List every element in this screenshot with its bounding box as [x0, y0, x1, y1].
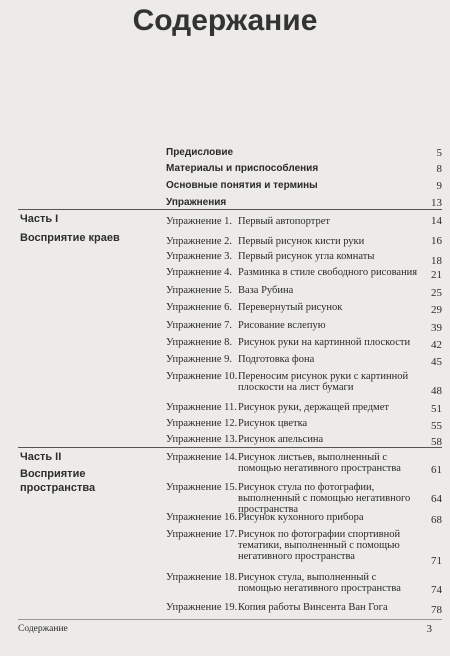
exercise-page: 78 — [431, 604, 442, 616]
toc-entry-preface[interactable] — [166, 146, 442, 160]
toc-entry-page: 13 — [431, 197, 442, 209]
exercise-title: Рисунок апельсина — [238, 434, 324, 445]
exercise-number: Упражнение 18. — [166, 572, 238, 583]
exercise-number: Упражнение 15. — [166, 482, 238, 493]
exercise-title: Ваза Рубина — [238, 285, 294, 296]
exercise-number: Упражнение 9. — [166, 354, 232, 365]
toc-entry-exercises[interactable] — [166, 196, 442, 210]
part-heading: Часть I — [20, 213, 59, 225]
exercise-title: Рисунок по фотографии спортивной тематики, выполненный с помощью негативного пространства — [238, 529, 401, 562]
toc-entry-page: 5 — [436, 147, 442, 159]
exercise-page: 64 — [431, 493, 442, 505]
exercise-number: Упражнение 11. — [166, 402, 237, 413]
toc-entry-label: Предисловие — [166, 147, 234, 158]
exercise-page: 45 — [431, 356, 442, 368]
exercise-number: Упражнение 3. — [166, 251, 232, 262]
exercise-page: 68 — [431, 514, 442, 526]
footer-divider — [18, 619, 442, 620]
exercise-title: Рисунок кухонного прибора — [238, 512, 364, 523]
exercise-number: Упражнение 16. — [166, 512, 238, 523]
exercise-title: Подготовка фона — [238, 354, 315, 365]
exercise-number: Упражнение 1. — [166, 216, 232, 227]
toc-entry-label: Упражнения — [166, 197, 227, 208]
exercise-title: Переносим рисунок руки с картинной плоскости на лист бумаги — [238, 371, 409, 393]
part-divider — [18, 447, 442, 448]
part-subtitle: Восприятие пространства — [20, 468, 96, 494]
exercise-number: Упражнение 6. — [166, 302, 232, 313]
exercise-page: 29 — [431, 304, 442, 316]
exercise-title: Рисунок руки, держащей предмет — [238, 402, 389, 413]
exercise-number: Упражнение 8. — [166, 337, 232, 348]
exercise-number: Упражнение 4. — [166, 267, 232, 278]
page-title: Содержание — [132, 4, 318, 37]
footer-section: Содержание — [18, 624, 68, 634]
toc-entry-materials[interactable] — [166, 162, 442, 176]
exercise-title: Первый автопортрет — [238, 216, 331, 227]
part-subtitle: Восприятие краев — [20, 232, 120, 244]
toc-entry-page: 9 — [436, 180, 442, 192]
toc-entry-label: Материалы и приспособления — [166, 163, 319, 174]
exercise-number: Упражнение 2. — [166, 236, 232, 247]
exercise-title: Копия работы Винсента Ван Гога — [238, 602, 388, 613]
exercise-page: 48 — [431, 385, 442, 397]
exercise-page: 42 — [431, 339, 442, 351]
exercise-title: Перевернутый рисунок — [238, 302, 343, 313]
exercise-number: Упражнение 14. — [166, 452, 238, 463]
exercise-number: Упражнение 12. — [166, 418, 238, 429]
exercise-page: 51 — [431, 403, 442, 415]
exercise-number: Упражнение 10. — [166, 371, 238, 382]
exercise-title: Первый рисунок кисти руки — [238, 236, 365, 247]
exercise-number: Упражнение 13. — [166, 434, 238, 445]
exercise-title: Рисунок листьев, выполненный с помощью негативного пространства — [238, 452, 401, 474]
toc-entry-terms[interactable] — [166, 179, 442, 193]
exercise-number: Упражнение 5. — [166, 285, 232, 296]
toc-entry-label: Основные понятия и термины — [166, 180, 318, 191]
exercise-page: 71 — [431, 555, 442, 567]
part-heading: Часть II — [20, 451, 62, 463]
exercise-page: 14 — [431, 215, 442, 227]
part-divider — [18, 209, 442, 210]
exercise-page: 18 — [431, 255, 442, 267]
exercise-number: Упражнение 19. — [166, 602, 238, 613]
exercise-title: Разминка в стиле свободного рисования — [238, 267, 418, 278]
exercise-page: 61 — [431, 464, 442, 476]
exercise-title: Рисунок стула по фотографии, выполненный с помощью негативного пространства — [238, 482, 411, 515]
toc-entry-page: 8 — [436, 163, 442, 175]
exercise-title: Первый рисунок угла комнаты — [238, 251, 375, 262]
exercise-title: Рисунок руки на картинной плоскости — [238, 337, 411, 348]
exercise-title: Рисование вслепую — [238, 320, 326, 331]
exercise-title: Рисунок цветка — [238, 418, 308, 429]
exercise-page: 16 — [431, 235, 442, 247]
exercise-title: Рисунок стула, выполненный с помощью негативного пространства — [238, 572, 401, 594]
footer-page-number: 3 — [426, 623, 432, 635]
exercise-page: 58 — [431, 436, 442, 448]
exercise-page: 74 — [431, 584, 442, 596]
exercise-page: 25 — [431, 287, 442, 299]
exercise-page: 55 — [431, 420, 442, 432]
exercise-page: 21 — [431, 269, 442, 281]
exercise-number: Упражнение 17. — [166, 529, 238, 540]
exercise-number: Упражнение 7. — [166, 320, 232, 331]
exercise-page: 39 — [431, 322, 442, 334]
